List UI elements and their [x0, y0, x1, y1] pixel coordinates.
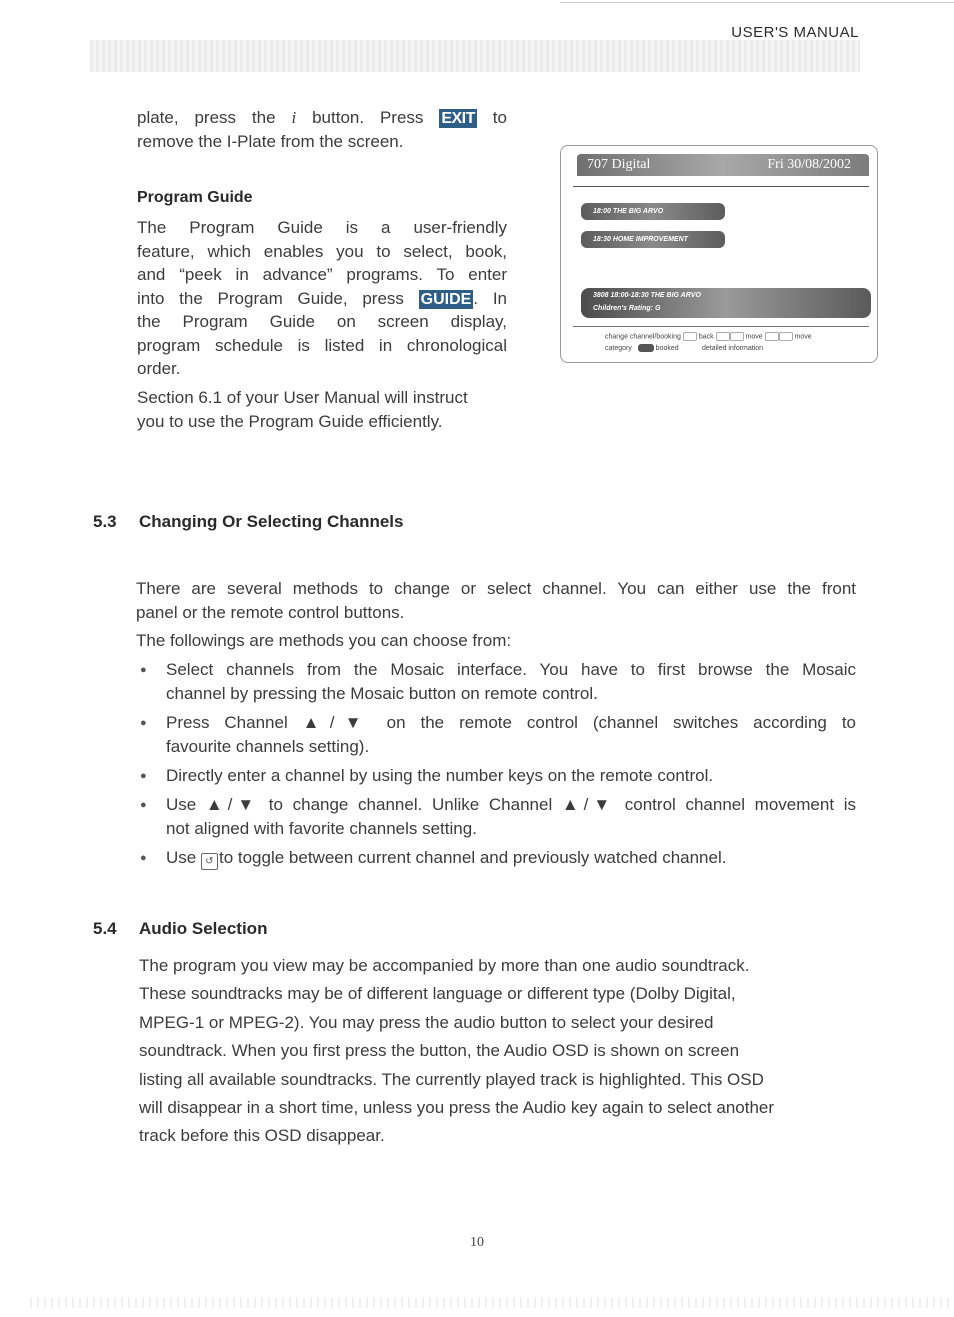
osd-program-row: 18:30 HOME IMPROVEMENT: [581, 231, 725, 248]
osd-legend-divider: [573, 326, 869, 327]
page-header: USER'S MANUAL: [731, 24, 859, 41]
pg-line: [137, 287, 507, 311]
top-rule: [560, 2, 954, 3]
s54-line: listing all available soundtracks. The currently played track is highlighted. This OSD: [139, 1069, 764, 1089]
pg-line: order.: [137, 359, 181, 378]
s54-line: will disappear in a short time, unless you press the Audio key again to select another: [139, 1098, 775, 1118]
right-key-icon: [779, 332, 793, 341]
guide-key-icon: GUIDE: [420, 290, 472, 308]
legend-move: move: [745, 333, 763, 341]
ref-line: you to use the Program Guide efficiently.: [137, 411, 443, 431]
intro-text: to: [492, 108, 507, 127]
s53-line: panel or the remote control buttons.: [136, 602, 405, 622]
pg-line: the Program Guide on screen display,: [137, 312, 507, 331]
s54-line: soundtrack. When you first press the button, the Audio OSD is shown on screen: [139, 1041, 740, 1061]
ref-line: Section 6.1 of your User Manual will instruct: [137, 388, 468, 407]
ok-key-icon: [683, 332, 697, 341]
bullet-item-5: [166, 846, 856, 870]
osd-info-line: 3808 18:00-18:30 THE BIG ARVO: [593, 292, 701, 299]
header-band: [90, 40, 860, 72]
pg-line: program schedule is listed in chronological: [137, 335, 507, 355]
intro-line-1: [137, 106, 507, 130]
left-key-icon: [765, 332, 779, 341]
page-number: 10: [470, 1235, 484, 1250]
pg-line: and “peek in advance” programs. To enter: [137, 265, 507, 284]
osd-date: Fri 30/08/2002: [767, 157, 851, 172]
pg-line: The Program Guide is a user-friendly: [137, 218, 507, 237]
program-guide-osd: [560, 145, 878, 363]
bullet-line: Press Channel ▲/▼ on the remote control (channel switches according to: [166, 713, 856, 732]
bullet-line: channel by pressing the Mosaic button on remote control.: [166, 683, 598, 703]
osd-program-row: 18:00 THE BIG ARVO: [581, 203, 725, 220]
intro-line-2: remove the I-Plate from the screen.: [137, 131, 404, 151]
bullet-dot-icon: ●: [140, 770, 147, 782]
bullet-line: favourite channels setting).: [166, 736, 370, 756]
bullet-item-1: [166, 658, 856, 705]
intro-text: plate, press the: [137, 108, 276, 127]
legend-change: change channel/booking: [605, 333, 681, 341]
bullet-dot-icon: ●: [140, 852, 147, 864]
bullet-line: Select channels from the Mosaic interface. You have to first browse the Mosaic: [166, 660, 856, 679]
bullet-item-4: [166, 793, 856, 840]
intro-text: button. Press: [312, 108, 424, 127]
legend-booked: booked: [655, 344, 679, 352]
section-5-3-number: 5.3: [93, 512, 117, 531]
section-5-3-intro: [136, 577, 856, 624]
legend-move: move: [794, 333, 812, 341]
osd-info-bar: [581, 288, 871, 318]
program-guide-paragraph: [137, 216, 507, 381]
s54-line: MPEG-1 or MPEG-2). You may press the audio button to select your desired: [139, 1012, 714, 1032]
bullet-dot-icon: ●: [140, 717, 147, 729]
bullet-dot-icon: ●: [140, 799, 147, 811]
osd-legend-row-2: [605, 344, 763, 352]
arrow-key-icon: [730, 332, 744, 341]
section-5-4-paragraph: [139, 952, 859, 1151]
legend-detail: detailed information: [701, 344, 764, 352]
s54-line: track before this OSD disappear.: [139, 1126, 385, 1146]
bullet-line: not aligned with favorite channels setting.: [166, 818, 477, 838]
pg-text: . In: [473, 288, 507, 308]
back-key-icon: [716, 332, 730, 341]
section-5-3-lead: The followings are methods you can choose from:: [136, 631, 512, 650]
program-guide-heading: Program Guide: [137, 189, 253, 206]
legend-back: back: [698, 333, 714, 341]
s54-line: The program you view may be accompanied by more than one audio soundtrack.: [139, 956, 750, 975]
info-icon: i: [291, 108, 297, 127]
section-5-3-title: Changing Or Selecting Channels: [139, 512, 404, 531]
bullet-text: Use: [166, 848, 197, 867]
booked-key-icon: [638, 344, 654, 352]
osd-info-line: Children's Rating: G: [593, 305, 661, 312]
osd-title-bar: [577, 154, 869, 176]
section-reference: [137, 386, 517, 433]
exit-key-icon: EXIT: [441, 110, 475, 127]
bullet-line: Use ▲/▼ to change channel. Unlike Channel ▲/▼ control channel movement is: [166, 795, 856, 814]
bullet-dot-icon: ●: [140, 664, 147, 676]
bottom-scan-edge: [30, 1298, 954, 1308]
section-5-4-title: Audio Selection: [139, 919, 268, 938]
osd-legend-row-1: [605, 332, 812, 341]
osd-channel: 707 Digital: [587, 157, 651, 172]
s53-line: There are several methods to change or select channel. You can either use the front: [136, 579, 856, 598]
bullet-line: Directly enter a channel by using the number keys on the remote control.: [166, 766, 714, 785]
pg-line: feature, which enables you to select, book,: [137, 241, 507, 261]
recall-key-icon: ↺: [201, 853, 218, 870]
osd-divider: [573, 186, 869, 187]
bullet-item-2: [166, 711, 856, 758]
bullet-item-3: [166, 764, 856, 788]
pg-text: into the Program Guide, press: [137, 288, 404, 308]
legend-category: category: [605, 344, 632, 352]
section-5-4-number: 5.4: [93, 919, 117, 938]
bullet-text: to toggle between current channel and previously watched channel.: [218, 848, 727, 867]
s54-line: These soundtracks may be of different language or different type (Dolby Digital,: [139, 984, 736, 1004]
intro-paragraph: [137, 106, 507, 153]
